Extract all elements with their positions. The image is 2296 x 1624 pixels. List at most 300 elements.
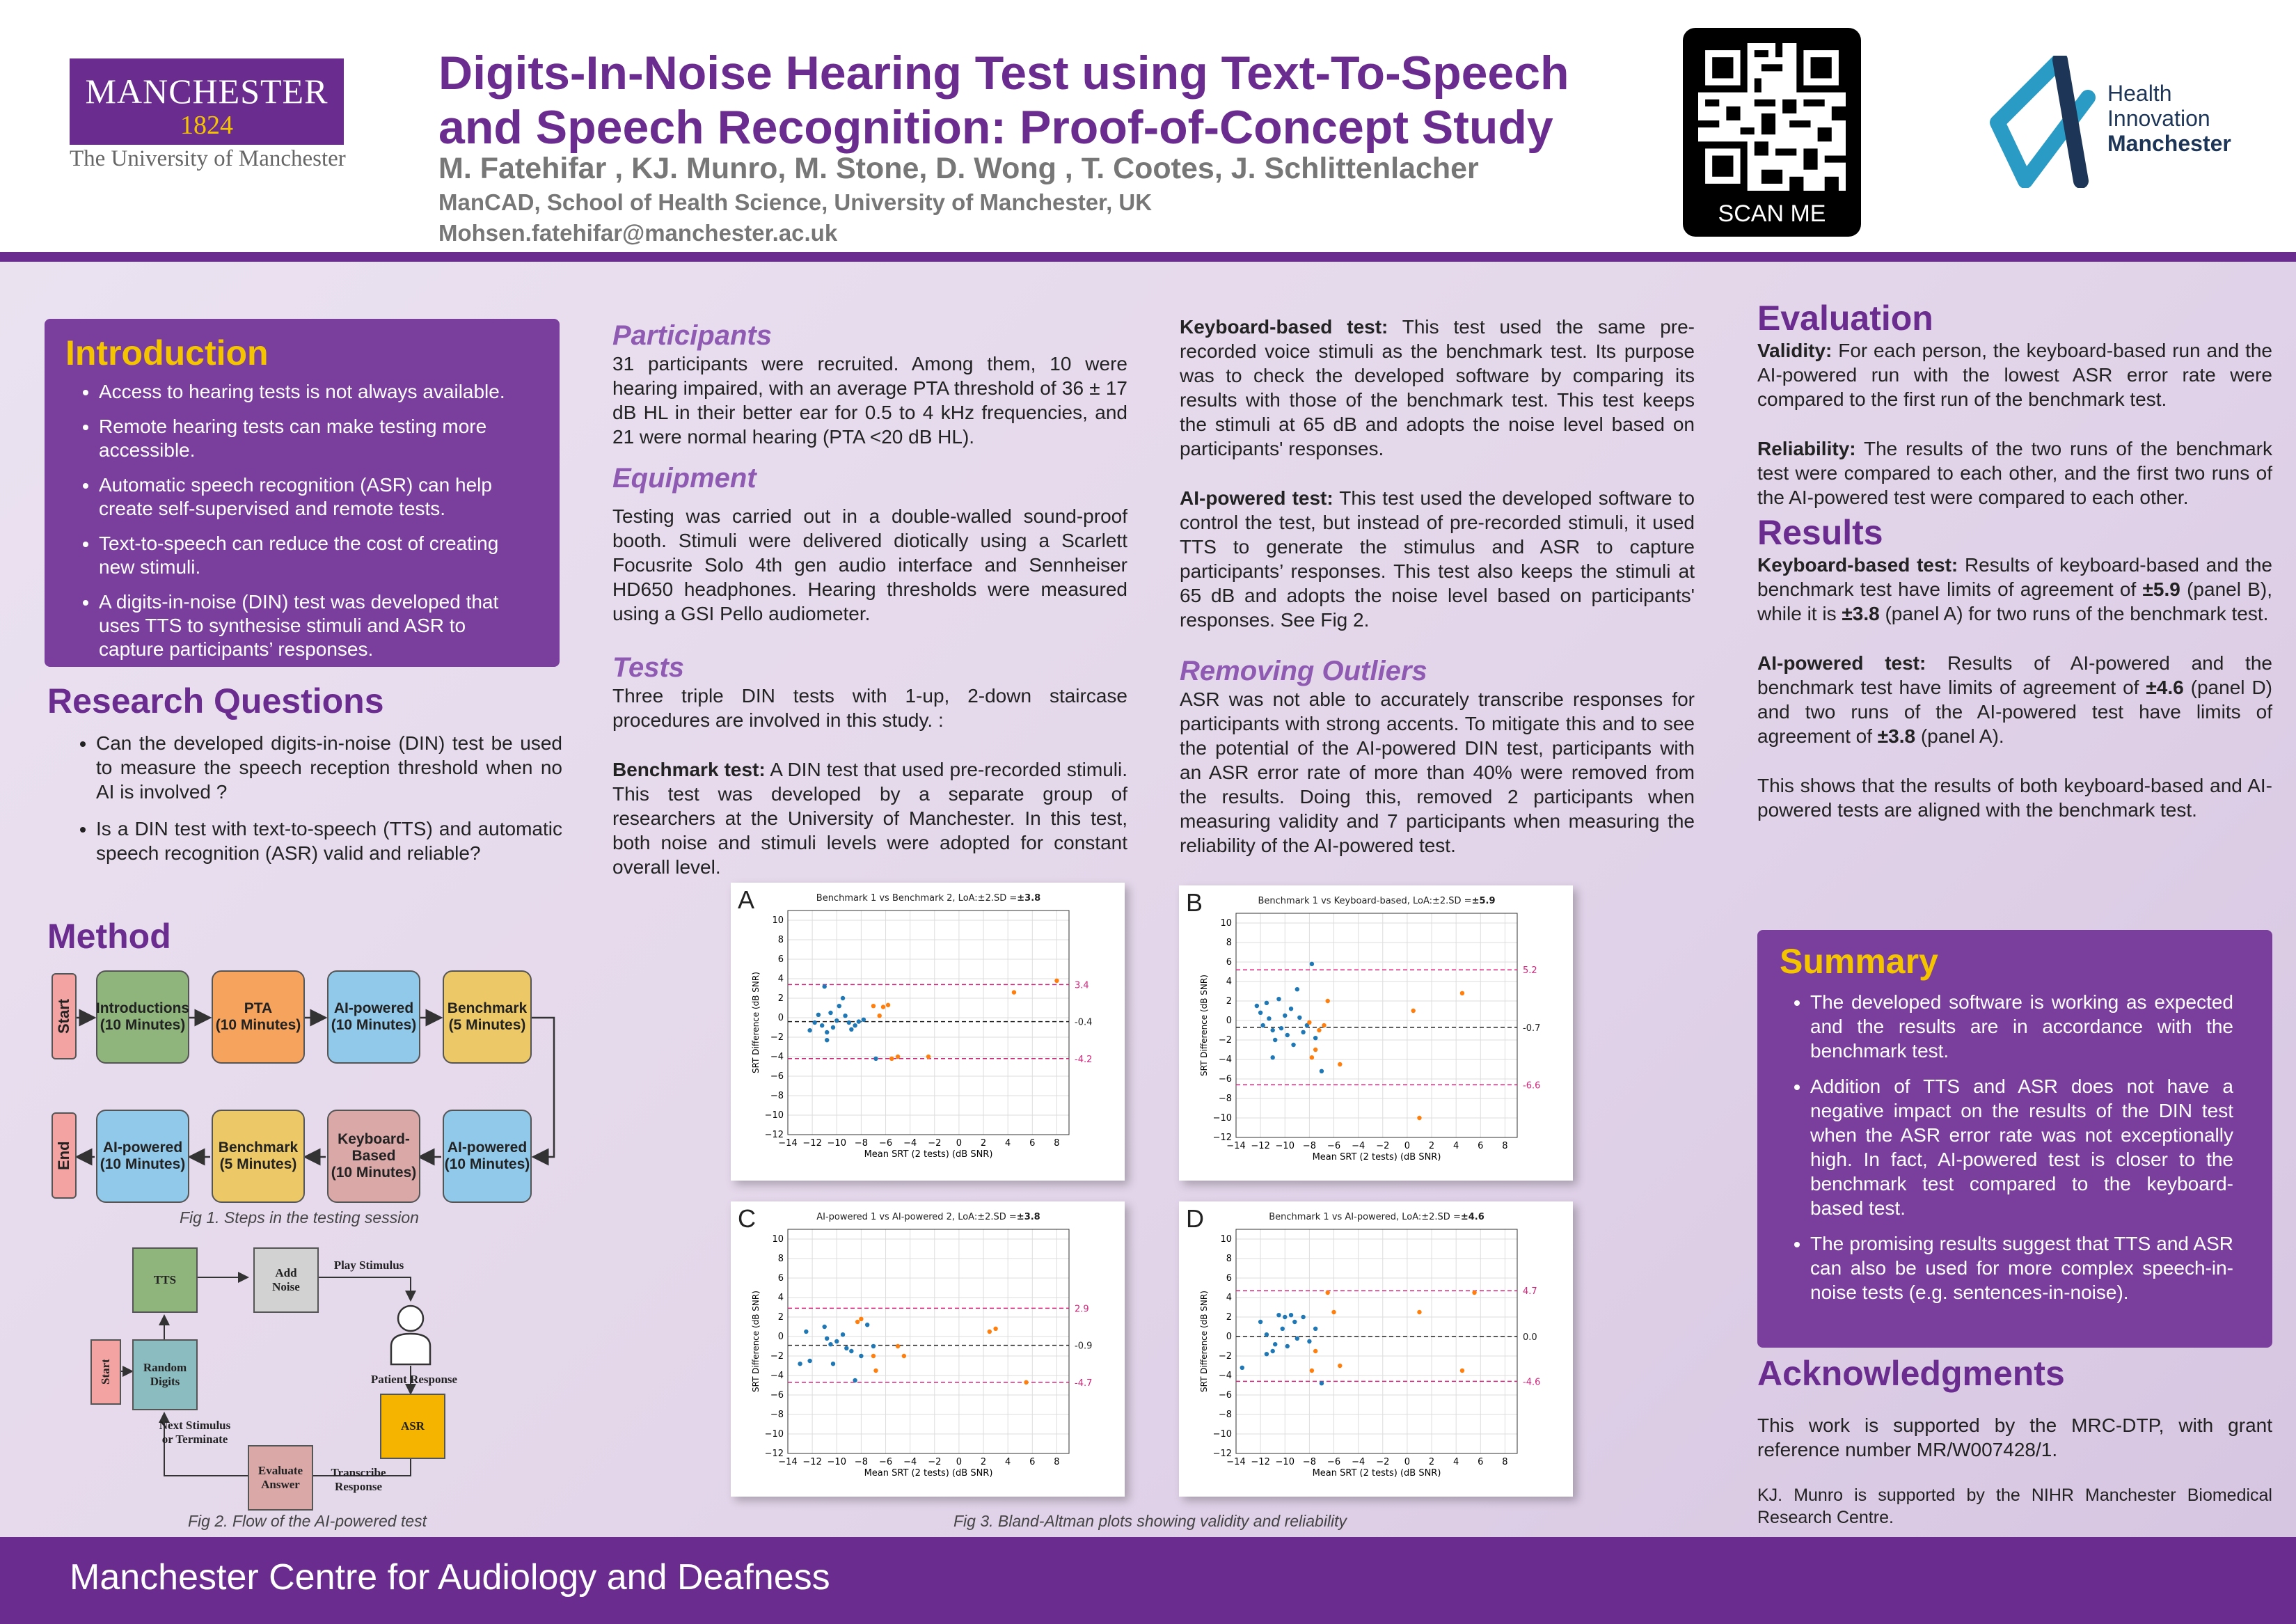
y-tick-label: −6 xyxy=(770,1390,784,1401)
x-tick-label: 8 xyxy=(1054,1457,1060,1467)
chart-title-prefix: AI-powered 1 vs AI-powered 2, LoA:±2.SD = xyxy=(816,1212,1017,1222)
y-tick-label: 2 xyxy=(1226,996,1232,1007)
x-tick-label: −8 xyxy=(854,1138,868,1149)
data-point-blue xyxy=(807,1359,811,1363)
data-point-blue xyxy=(1307,1339,1311,1343)
y-tick-label: −4 xyxy=(770,1371,784,1381)
hi-line-3: Manchester xyxy=(2107,131,2231,156)
data-point-blue xyxy=(1276,997,1281,1001)
x-tick-label: −6 xyxy=(1327,1141,1341,1151)
reliability-para xyxy=(1757,436,2272,510)
x-tick-label: 6 xyxy=(1478,1141,1484,1151)
chart-title-prefix: Benchmark 1 vs AI-powered, LoA:±2.SD = xyxy=(1269,1212,1461,1222)
data-point-blue xyxy=(825,1030,829,1034)
chart-title xyxy=(816,893,1040,904)
data-point-blue xyxy=(1273,1038,1277,1042)
y-tick-label: −2 xyxy=(1218,1035,1232,1046)
data-point-blue xyxy=(798,1362,802,1366)
intro-item: • A digits-in-noise (DIN) test was developed that uses TTS to synthesise stimuli and ASR to capture participants’ responses. xyxy=(99,590,518,661)
data-point-blue xyxy=(841,996,845,1000)
keyboard-test-label: Keyboard-based test: xyxy=(1180,316,1388,338)
data-point-orange xyxy=(881,1004,885,1009)
y-tick-label: 0 xyxy=(777,1013,784,1023)
keyboard-test-text: This test used the same pre-recorded voice stimuli as the benchmark test. Its purpose was to check the developed software by comparing its results with those of the benchmark test. This test keeps the stimuli at 65 dB and adopts the noise level based on participants' responses. xyxy=(1180,316,1695,459)
fig2-evaluate-box: Evaluate Answer xyxy=(248,1445,313,1511)
y-tick-label: 4 xyxy=(1226,1293,1232,1303)
y-tick-label: −2 xyxy=(770,1351,784,1362)
ack-text-1: This work is supported by the MRC-DTP, with grant reference number MR/W007428/1. xyxy=(1757,1414,2272,1460)
y-tick-label: 6 xyxy=(1226,957,1232,968)
data-point-blue xyxy=(834,1018,839,1023)
y-tick-label: 8 xyxy=(777,1254,784,1264)
data-point-orange xyxy=(871,1004,876,1008)
chart-panel-c xyxy=(731,1201,1125,1497)
outliers-title: Removing Outliers xyxy=(1180,656,1427,686)
affiliation: ManCAD, School of Health Science, University of Manchester, UK xyxy=(438,189,1153,215)
x-tick-label: 4 xyxy=(1005,1138,1011,1149)
data-point-blue xyxy=(1270,1028,1274,1032)
x-tick-label: −2 xyxy=(1376,1141,1390,1151)
plot-frame xyxy=(788,1229,1069,1453)
x-tick-label: 4 xyxy=(1453,1457,1459,1467)
x-tick-label: 2 xyxy=(1428,1457,1435,1467)
aip-result-para xyxy=(1757,651,2272,748)
benchmark-test-text: A DIN test that used pre-recorded stimuli. This test was developed by a separate group of researchers at the University of Manchester. In this test, both noise and stimuli levels were adopted for constant overall level. xyxy=(612,759,1127,878)
data-point-blue xyxy=(1273,1342,1277,1346)
y-tick-label: 2 xyxy=(1226,1312,1232,1323)
aip-result-value-2: ±3.8 xyxy=(1877,725,1916,747)
participants-text: 31 participants were recruited. Among them, 10 were hearing impaired, with an average PTA threshold of 36 ± 17 dB HL in their better ear for 0.5 to 4 kHz frequencies, and 21 were normal hearing (PTA <20 dB HL). xyxy=(612,353,1127,448)
chart-title xyxy=(1269,1212,1485,1222)
data-point-blue xyxy=(1258,1320,1262,1324)
tests-title: Tests xyxy=(612,652,685,683)
data-point-orange xyxy=(878,1014,882,1018)
x-tick-label: −10 xyxy=(1275,1457,1295,1467)
y-tick-label: 0 xyxy=(1226,1332,1232,1342)
y-tick-label: −6 xyxy=(1218,1074,1232,1085)
data-point-blue xyxy=(1283,1315,1287,1319)
data-point-orange xyxy=(993,1327,997,1331)
y-tick-label: 4 xyxy=(777,1293,784,1303)
validity-para xyxy=(1757,338,2272,411)
aip-result-text-1: Results of AI-powered and the benchmark test have limits of agreement of xyxy=(1757,652,2272,698)
fig1-flowchart xyxy=(49,968,564,1204)
data-point-orange xyxy=(1417,1116,1421,1120)
data-point-blue xyxy=(820,1023,824,1027)
fig1-start-box: Start xyxy=(52,973,77,1059)
intro-item: • Automatic speech recognition (ASR) can help create self-supervised and remote tests. xyxy=(99,473,518,521)
lower-loa-label: -4.2 xyxy=(1075,1054,1093,1065)
x-axis-label: Mean SRT (2 tests) (dB SNR) xyxy=(1312,1152,1441,1162)
data-point-orange xyxy=(1310,1055,1314,1059)
y-tick-label: 4 xyxy=(777,974,784,984)
y-tick-label: 8 xyxy=(1226,1254,1232,1264)
data-point-blue xyxy=(1265,1001,1269,1005)
data-point-blue xyxy=(822,1325,826,1329)
data-point-blue xyxy=(1295,1337,1299,1341)
x-tick-label: −14 xyxy=(1226,1457,1246,1467)
x-tick-label: −12 xyxy=(802,1138,822,1149)
email: Mohsen.fatehifar@manchester.ac.uk xyxy=(438,220,838,246)
chart-c-svg xyxy=(731,1201,1125,1497)
ack-title: Acknowledgments xyxy=(1757,1354,2065,1393)
summary-box xyxy=(1757,930,2272,1348)
data-point-blue xyxy=(825,1337,829,1341)
ai-test-text: This test used the developed software to control the test, but instead of pre-recorded stimuli, it used TTS to generate the stimulus and ASR to capture participants’ responses. This test also keeps the stimuli at 65 dB and adopts the noise level based on participants' responses. See Fig 2. xyxy=(1180,487,1695,631)
y-tick-label: −8 xyxy=(1218,1410,1232,1420)
data-point-blue xyxy=(1291,1043,1295,1047)
data-point-blue xyxy=(837,1004,841,1008)
summary-list xyxy=(1757,990,2272,1304)
y-tick-label: −8 xyxy=(770,1410,784,1420)
data-point-orange xyxy=(988,1330,992,1334)
x-axis-label: Mean SRT (2 tests) (dB SNR) xyxy=(864,1468,993,1479)
y-tick-label: −10 xyxy=(764,1429,784,1440)
data-point-blue xyxy=(807,1028,811,1032)
mean-label: -0.7 xyxy=(1523,1023,1541,1034)
health-innovation-logo-icon xyxy=(1984,56,2102,188)
data-point-blue xyxy=(828,1342,832,1346)
benchmark-test-label: Benchmark test: xyxy=(612,759,766,780)
y-tick-label: −2 xyxy=(1218,1351,1232,1362)
authors: M. Fatehifar , KJ. Munro, M. Stone, D. Wong , T. Cootes, J. Schlittenlacher xyxy=(438,152,1479,185)
hi-line-1: Health xyxy=(2107,81,2172,106)
data-point-blue xyxy=(853,1023,857,1027)
y-tick-label: −12 xyxy=(764,1130,784,1140)
health-innovation-logo-text xyxy=(2107,81,2231,156)
fig2-asr-box: ASR xyxy=(380,1394,445,1459)
panel-letter-c: C xyxy=(738,1204,756,1233)
hi-line-2: Innovation xyxy=(2107,106,2210,131)
data-point-orange xyxy=(896,1055,900,1059)
fig2-caption: Fig 2. Flow of the AI-powered test xyxy=(188,1512,427,1530)
y-tick-label: 10 xyxy=(1220,918,1232,929)
kb-result-text-1: Results of keyboard-based and the benchmark test have limits of agreement of xyxy=(1757,554,2272,600)
data-point-orange xyxy=(873,1369,878,1373)
data-point-blue xyxy=(1297,1016,1301,1020)
data-point-blue xyxy=(1285,1344,1290,1348)
data-point-blue xyxy=(834,1339,839,1343)
data-point-orange xyxy=(859,1317,863,1321)
results-title: Results xyxy=(1757,513,1883,552)
y-tick-label: −12 xyxy=(1212,1133,1232,1143)
intro-box xyxy=(45,319,560,667)
data-point-blue xyxy=(804,1330,808,1334)
data-point-orange xyxy=(855,1320,860,1324)
lower-loa-label: -4.7 xyxy=(1075,1378,1093,1389)
chart-panel-d xyxy=(1179,1201,1573,1497)
data-point-blue xyxy=(1320,1381,1324,1385)
qr-pattern xyxy=(1698,43,1846,191)
fig2-transcribe-label: Transcribe Response xyxy=(331,1466,386,1493)
data-point-orange xyxy=(1338,1062,1342,1066)
data-point-blue xyxy=(849,1349,853,1353)
data-point-orange xyxy=(1310,1369,1314,1373)
data-point-blue xyxy=(1267,1016,1271,1020)
col3 xyxy=(1180,315,1695,858)
intro-list xyxy=(45,380,560,661)
fig2-patient-label: Patient Response xyxy=(370,1373,458,1386)
kb-result-label: Keyboard-based test: xyxy=(1757,554,1958,576)
panel-letter-b: B xyxy=(1186,888,1203,917)
chart-title-value: ±3.8 xyxy=(1017,893,1041,904)
upper-loa-label: 2.9 xyxy=(1075,1304,1089,1315)
fig2-flowchart xyxy=(84,1239,487,1504)
data-point-blue xyxy=(1260,1023,1265,1027)
data-point-orange xyxy=(1322,1023,1326,1027)
data-point-orange xyxy=(1326,999,1330,1003)
data-point-blue xyxy=(816,1013,821,1017)
y-tick-label: 8 xyxy=(777,935,784,945)
fig2-tts-box: TTS xyxy=(132,1247,198,1313)
uom-logo-subtitle: The University of Manchester xyxy=(70,146,346,171)
data-point-blue xyxy=(853,1378,857,1382)
rq-title: Research Questions xyxy=(47,681,384,720)
lower-loa-label: -4.6 xyxy=(1523,1377,1541,1388)
data-point-orange xyxy=(896,1344,900,1348)
intro-title: Introduction xyxy=(65,333,269,372)
y-axis-label: SRT Difference (dB SNR) xyxy=(751,972,761,1073)
x-tick-label: 6 xyxy=(1029,1138,1036,1149)
data-point-blue xyxy=(862,1018,866,1022)
x-tick-label: 6 xyxy=(1478,1457,1484,1467)
data-point-orange xyxy=(902,1354,906,1358)
fig1-step-ai-powered-3: AI-powered (10 Minutes) xyxy=(96,1110,189,1203)
fig1-end-box: End xyxy=(52,1112,77,1199)
x-tick-label: 8 xyxy=(1502,1457,1508,1467)
y-tick-label: 6 xyxy=(777,1273,784,1284)
y-tick-label: −4 xyxy=(1218,1371,1232,1381)
x-tick-label: −8 xyxy=(1302,1457,1316,1467)
data-point-blue xyxy=(843,1014,847,1018)
data-point-blue xyxy=(847,1020,851,1025)
x-tick-label: −4 xyxy=(903,1138,917,1149)
x-tick-label: 0 xyxy=(956,1138,963,1149)
y-tick-label: −8 xyxy=(1218,1094,1232,1104)
x-tick-label: −12 xyxy=(1251,1457,1270,1467)
data-point-orange xyxy=(1411,1009,1415,1013)
data-point-blue xyxy=(1255,1004,1259,1008)
fig1-step-benchmark-2: Benchmark (5 Minutes) xyxy=(212,1110,305,1203)
data-point-blue xyxy=(1301,1030,1305,1034)
upper-loa-label: 5.2 xyxy=(1523,965,1537,977)
uom-logo xyxy=(70,58,344,145)
y-tick-label: −12 xyxy=(764,1449,784,1459)
fig3-caption: Fig 3. Bland-Altman plots showing validity and reliability xyxy=(953,1512,1347,1530)
qr-label: SCAN ME xyxy=(1718,200,1826,227)
x-tick-label: −4 xyxy=(1352,1141,1365,1151)
x-tick-label: −14 xyxy=(1226,1141,1246,1151)
reliability-text: The results of the two runs of the benchmark test were compared to each other, and the first two runs of the AI-powered test were compared to each other. xyxy=(1757,438,2272,508)
reliability-label: Reliability: xyxy=(1757,438,1856,459)
data-point-blue xyxy=(825,1038,829,1042)
data-point-blue xyxy=(831,1362,835,1366)
data-point-blue xyxy=(857,1019,861,1023)
fig1-step-keyboard: Keyboard- Based (10 Minutes) xyxy=(327,1110,420,1203)
x-tick-label: −10 xyxy=(827,1138,846,1149)
x-tick-label: −2 xyxy=(928,1138,942,1149)
qr-code[interactable] xyxy=(1683,28,1861,237)
data-point-blue xyxy=(1270,1349,1274,1353)
x-tick-label: −6 xyxy=(878,1138,893,1149)
y-axis-label: SRT Difference (dB SNR) xyxy=(751,1291,761,1392)
rq-list xyxy=(63,731,562,876)
x-tick-label: −8 xyxy=(854,1457,868,1467)
y-tick-label: −4 xyxy=(1218,1055,1232,1065)
data-point-orange xyxy=(1338,1364,1342,1368)
poster-title xyxy=(438,46,1622,155)
data-point-blue xyxy=(1289,1007,1293,1011)
data-point-orange xyxy=(1460,991,1464,995)
chart-d-svg xyxy=(1179,1201,1573,1497)
data-point-orange xyxy=(1054,979,1059,983)
data-point-orange xyxy=(1024,1380,1028,1385)
x-tick-label: 8 xyxy=(1054,1138,1060,1149)
upper-loa-label: 4.7 xyxy=(1523,1286,1537,1298)
validity-label: Validity: xyxy=(1757,340,1832,361)
aip-result-label: AI-powered test: xyxy=(1757,652,1926,674)
data-point-blue xyxy=(841,1332,845,1337)
data-point-blue xyxy=(831,1025,835,1030)
data-point-blue xyxy=(822,984,826,988)
uom-logo-year: 1824 xyxy=(180,111,233,140)
chart-panel-b xyxy=(1179,885,1573,1181)
x-axis-label: Mean SRT (2 tests) (dB SNR) xyxy=(864,1149,993,1160)
data-point-blue xyxy=(1276,1313,1281,1317)
x-tick-label: 8 xyxy=(1502,1141,1508,1151)
x-tick-label: 6 xyxy=(1029,1457,1036,1467)
mean-label: 0.0 xyxy=(1523,1332,1537,1343)
x-tick-label: 2 xyxy=(980,1457,987,1467)
kb-result-value-1: ±5.9 xyxy=(2142,578,2180,600)
col2 xyxy=(612,320,1127,879)
x-tick-label: 0 xyxy=(956,1457,963,1467)
x-tick-label: −4 xyxy=(903,1457,917,1467)
y-tick-label: −4 xyxy=(770,1052,784,1062)
y-tick-label: 8 xyxy=(1226,938,1232,948)
y-tick-label: −10 xyxy=(1212,1113,1232,1124)
intro-item: • Text-to-speech can reduce the cost of creating new stimuli. xyxy=(99,532,518,579)
data-point-blue xyxy=(1301,1315,1305,1319)
kb-result-value-2: ±3.8 xyxy=(1842,603,1880,624)
data-point-orange xyxy=(1417,1310,1421,1314)
summary-title: Summary xyxy=(1780,942,1938,981)
data-point-blue xyxy=(1320,1069,1324,1073)
data-point-blue xyxy=(865,1323,869,1327)
validity-text: For each person, the keyboard-based run and the AI-powered run with the lowest ASR error rate were compared to the first run of the benchmark test. xyxy=(1757,340,2272,410)
aip-result-text-2: (panel D) and two runs of the AI-powered test have limits of agreement of xyxy=(1757,677,2272,747)
chart-title xyxy=(1258,896,1495,906)
y-tick-label: 10 xyxy=(772,1234,784,1245)
chart-panel-a xyxy=(731,883,1125,1181)
rq-item: • Is a DIN test with text-to-speech (TTS) and automatic speech recognition (ASR) valid and reliable? xyxy=(96,817,562,865)
chart-title xyxy=(816,1212,1040,1222)
data-point-blue xyxy=(1283,1014,1287,1018)
panel-letter-d: D xyxy=(1186,1204,1204,1233)
ack-text-2: KJ. Munro is supported by the NIHR Manchester Biomedical Research Centre. xyxy=(1757,1485,2272,1527)
ai-test-para xyxy=(1180,486,1695,632)
equipment-title: Equipment xyxy=(612,463,757,494)
fig2-play-label: Play Stimulus xyxy=(333,1259,404,1272)
participants-title: Participants xyxy=(612,320,772,351)
data-point-orange xyxy=(871,1354,876,1358)
y-axis-label: SRT Difference (dB SNR) xyxy=(1199,975,1209,1076)
plot-frame xyxy=(1236,1229,1517,1453)
y-tick-label: 10 xyxy=(772,915,784,926)
y-tick-label: 2 xyxy=(777,993,784,1004)
data-point-blue xyxy=(1281,1327,1285,1331)
chart-title-value: ±4.6 xyxy=(1460,1212,1485,1222)
chart-title-prefix: Benchmark 1 vs Benchmark 2, LoA:±2.SD = xyxy=(816,893,1018,904)
x-tick-label: −2 xyxy=(1376,1457,1390,1467)
data-point-blue xyxy=(1310,962,1314,966)
y-tick-label: −6 xyxy=(1218,1390,1232,1401)
x-tick-label: −12 xyxy=(802,1457,822,1467)
data-point-blue xyxy=(1285,1033,1290,1037)
chart-title-value: ±3.8 xyxy=(1016,1212,1040,1222)
data-point-orange xyxy=(1317,1028,1321,1032)
data-point-blue xyxy=(873,1057,878,1061)
y-tick-label: −6 xyxy=(770,1071,784,1082)
data-point-blue xyxy=(859,1354,863,1358)
data-point-blue xyxy=(1313,1327,1317,1331)
outliers-text: ASR was not able to accurately transcribe responses for participants with strong accents. To mitigate this and to see the potential of the AI-powered DIN test, participants with an ASR error rate of more than 40% were removed from the results. Doing this, removed 2 participants when measuring validity and 7 participants when measuring the reliability of the AI-powered test. xyxy=(1180,688,1695,856)
data-point-blue xyxy=(812,1020,816,1025)
data-point-blue xyxy=(828,1011,832,1015)
x-tick-label: 0 xyxy=(1404,1141,1411,1151)
title-line-1: Digits-In-Noise Hearing Test using Text-To-Speech xyxy=(438,47,1569,100)
fig2-random-digits-box: Random Digits xyxy=(132,1339,198,1410)
aip-result-text-3: (panel A). xyxy=(1915,725,2004,747)
plot-frame xyxy=(1236,913,1517,1137)
data-point-orange xyxy=(889,1057,894,1061)
data-point-orange xyxy=(1313,1048,1317,1052)
footer-text: Manchester Centre for Audiology and Deafness xyxy=(70,1557,830,1598)
data-point-orange xyxy=(1326,1291,1330,1295)
results-conclusion: This shows that the results of both keyboard-based and AI-powered tests are aligned with the benchmark test. xyxy=(1757,775,2272,821)
aip-result-value-1: ±4.6 xyxy=(2146,677,2184,698)
data-point-blue xyxy=(1279,1026,1283,1030)
y-tick-label: 4 xyxy=(1226,977,1232,987)
intro-item: • Remote hearing tests can make testing more accessible. xyxy=(99,415,518,462)
fig2-start-box: Start xyxy=(90,1339,121,1405)
x-tick-label: 4 xyxy=(1005,1457,1011,1467)
data-point-blue xyxy=(844,1346,848,1350)
data-point-blue xyxy=(871,1344,876,1348)
tests-text: Three triple DIN tests with 1-up, 2-down staircase procedures are involved in this study. : xyxy=(612,685,1127,731)
col4 xyxy=(1757,298,2272,822)
equipment-text: Testing was carried out in a double-walled sound-proof booth. Stimuli were delivered diotically using a Scarlett Focusrite Solo 4th gen audio interface and Sennheiser HD650 headphones. Hearing thresholds were measured using a GSI Pello audiometer. xyxy=(612,505,1127,624)
data-point-orange xyxy=(926,1055,931,1059)
data-point-blue xyxy=(1258,1011,1262,1015)
x-axis-label: Mean SRT (2 tests) (dB SNR) xyxy=(1312,1468,1441,1479)
evaluation-title: Evaluation xyxy=(1757,299,1933,338)
y-tick-label: 0 xyxy=(777,1332,784,1342)
upper-loa-label: 3.4 xyxy=(1075,980,1089,991)
keyboard-test-para xyxy=(1180,315,1695,461)
person-icon xyxy=(388,1303,433,1366)
data-point-orange xyxy=(1307,1020,1311,1025)
mean-label: -0.9 xyxy=(1075,1341,1093,1352)
kb-result-text-3: (panel A) for two runs of the benchmark test. xyxy=(1879,603,2269,624)
data-point-orange xyxy=(886,1003,890,1007)
data-point-blue xyxy=(1313,1036,1317,1040)
x-tick-label: −14 xyxy=(778,1138,798,1149)
fig1-caption: Fig 1. Steps in the testing session xyxy=(180,1208,419,1227)
x-tick-label: −6 xyxy=(878,1457,893,1467)
y-tick-label: 2 xyxy=(777,1312,784,1323)
x-tick-label: −10 xyxy=(1275,1141,1295,1151)
